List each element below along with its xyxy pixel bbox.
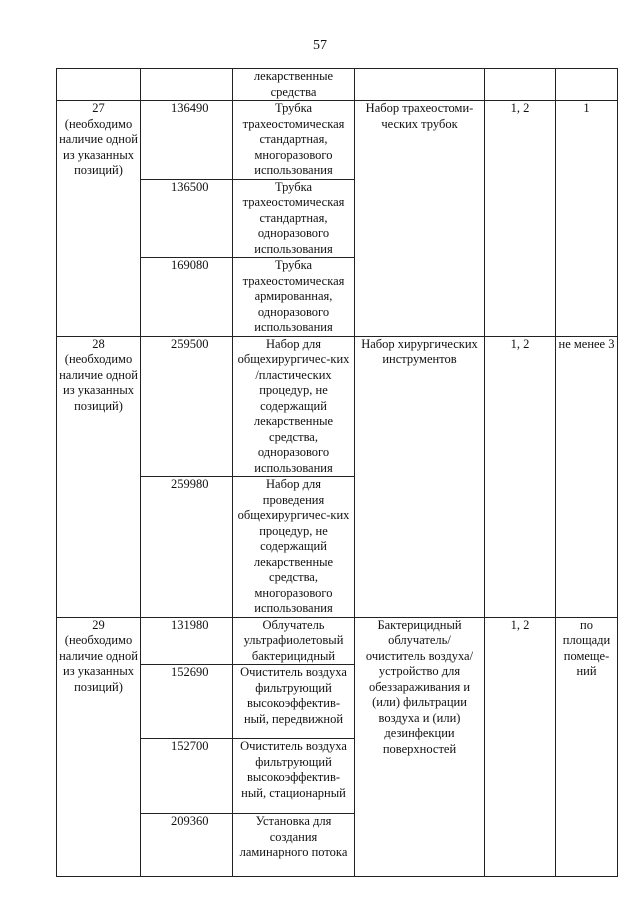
item-name-cell: Очиститель воздуха фильтрующий высокоэффектив-ный, стационарный: [233, 739, 355, 814]
code-cell: 136500: [141, 179, 233, 258]
position-number: 28: [92, 336, 105, 351]
quantity-cell: [556, 69, 618, 101]
quantity-cell: 1: [556, 101, 618, 337]
position-cell: [57, 617, 141, 877]
category-cell: 1, 2: [485, 336, 556, 617]
item-name-cell: Набор для проведения общехирургичес-ких процедур, не содержащий лекарственные средства, многоразового использования: [233, 477, 355, 618]
code-cell: 259500: [141, 336, 233, 477]
position-number: 27: [92, 101, 105, 115]
equipment-cell: Набор хирургических инструментов: [355, 336, 485, 617]
position-cell: [57, 336, 141, 617]
equipment-cell: Набор трахеостоми-ческих трубок: [355, 101, 485, 337]
item-name-cell: Установка для создания ламинарного потока: [233, 814, 355, 877]
code-cell: 152700: [141, 739, 233, 814]
quantity-cell: не менее 3: [556, 336, 618, 617]
position-cell: [57, 101, 141, 337]
equipment-cell: [355, 69, 485, 101]
category-cell: 1, 2: [485, 617, 556, 877]
item-name-cell: Трубка трахеостомическая стандартная, многоразового использования: [233, 101, 355, 180]
position-cell: [57, 69, 141, 101]
code-cell: 169080: [141, 258, 233, 337]
position-number: 29: [92, 617, 105, 632]
equipment-table: [56, 68, 618, 877]
table-row: [57, 69, 618, 101]
item-name-cell: Набор для общехирургичес-ких /пластических процедур, не содержащий лекарственные средства, одноразового использования: [233, 336, 355, 477]
position-note: (необходимо наличие одной из указанных позиций): [59, 633, 138, 694]
code-cell: 259980: [141, 477, 233, 618]
code-cell: 131980: [141, 617, 233, 665]
position-note: (необходимо наличие одной из указанных позиций): [59, 352, 138, 413]
position-note: (необходимо наличие одной из указанных позиций): [59, 116, 138, 177]
item-name-cell: Трубка трахеостомическая армированная, одноразового использования: [233, 258, 355, 337]
item-name-cell: Трубка трахеостомическая стандартная, одноразового использования: [233, 179, 355, 258]
code-cell: 152690: [141, 665, 233, 739]
table-row: [57, 101, 618, 180]
table-row: [57, 336, 618, 477]
category-cell: 1, 2: [485, 101, 556, 337]
item-name-cell: Очиститель воздуха фильтрующий высокоэффектив-ный, передвижной: [233, 665, 355, 739]
page-number: 57: [313, 38, 327, 53]
table-row: [57, 617, 618, 665]
item-name-cell: Облучатель ультрафиолетовый бактерицидный: [233, 617, 355, 665]
equipment-cell: Бактерицидный облучатель/ очиститель воздуха/ устройство для обеззараживания и (или) фильтрации воздуха и (или) дезинфекции поверхностей: [355, 617, 485, 877]
code-cell: 136490: [141, 101, 233, 180]
code-cell: 209360: [141, 814, 233, 877]
item-name-cell: лекарственные средства: [233, 69, 355, 101]
quantity-cell: по площади помеще-ний: [556, 617, 618, 877]
category-cell: [485, 69, 556, 101]
code-cell: [141, 69, 233, 101]
